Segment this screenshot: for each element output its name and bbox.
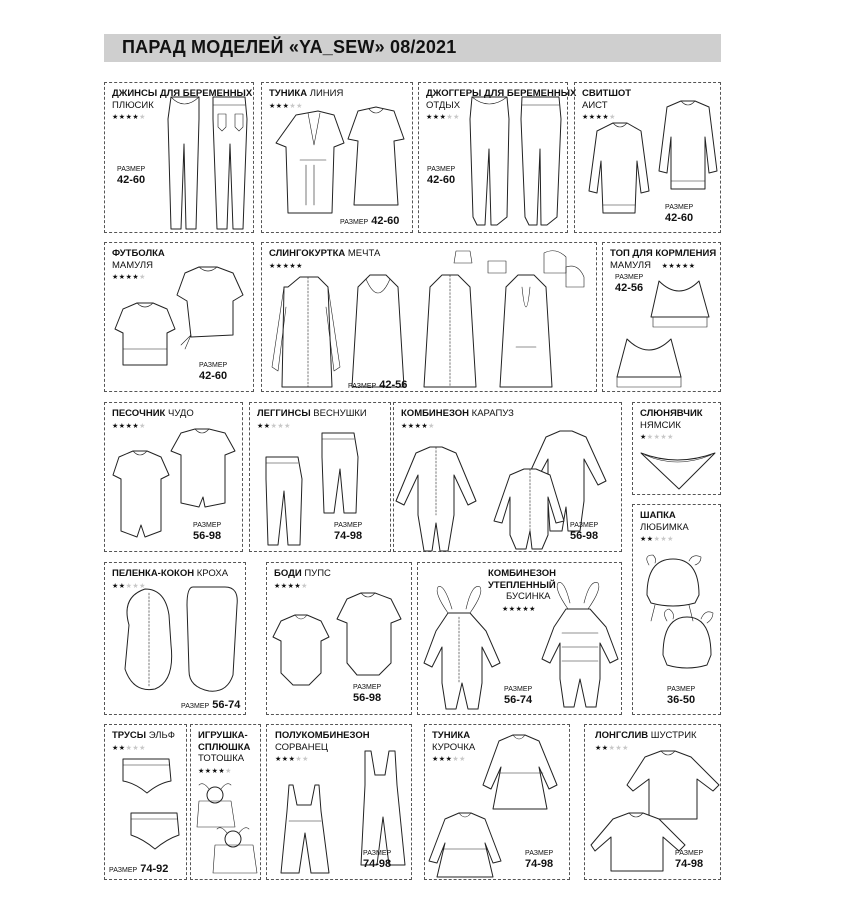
toy-drawing [195, 781, 259, 877]
size-label: РАЗМЕР [353, 684, 382, 691]
card-label [112, 730, 175, 754]
card-model-name: КУРОЧКА [432, 741, 476, 753]
size-label: РАЗМЕР [117, 166, 146, 173]
card-category: ТОП ДЛЯ КОРМЛЕНИЯ [610, 248, 717, 259]
card-tunic-kurochka[interactable] [424, 724, 570, 880]
card-model-name: ПЛЮСИК [112, 99, 154, 111]
card-model-name: КРОХА [196, 568, 229, 579]
size-range: 74-98 [363, 858, 392, 870]
size-block [665, 203, 693, 225]
card-romper[interactable] [104, 402, 243, 552]
rating-stars: ★★★★★ [198, 767, 232, 775]
card-model-name: СОРВАНЕЦ [275, 741, 328, 753]
card-model-name: ЛЮБИМКА [640, 521, 689, 533]
size-label: РАЗМЕР [504, 686, 533, 693]
size-label: РАЗМЕР [340, 219, 369, 226]
rating-stars: ★★★★★ [112, 114, 146, 121]
rating-stars: ★★★★★ [401, 422, 435, 430]
card-category: КОМБИНЕЗОН [401, 408, 470, 419]
rating-stars: ★★★★★ [275, 756, 309, 763]
card-category: ПОЛУКОМБИНЕЗОН [275, 730, 370, 741]
bib-drawing [639, 449, 717, 491]
rating-stars: ★★★★★ [269, 102, 303, 110]
card-category: СВИТШОТ [582, 88, 632, 99]
size-block [363, 849, 391, 871]
size-block [181, 699, 240, 712]
card-category: ПЕСОЧНИК [112, 408, 166, 419]
card-label [198, 730, 250, 777]
card-jeans[interactable] [104, 82, 254, 233]
size-range: 56-98 [570, 530, 599, 542]
card-model-name: ЭЛЬФ [148, 730, 175, 741]
size-label: РАЗМЕР [181, 703, 210, 710]
rating-stars: ★★★★★ [426, 114, 460, 121]
size-label: РАЗМЕР [193, 522, 222, 529]
size-label: РАЗМЕР [675, 850, 704, 857]
size-range: 56-98 [193, 530, 222, 542]
card-label [640, 510, 689, 546]
card-nursing-top[interactable] [602, 242, 721, 392]
card-category: КОМБИНЕЗОН [488, 568, 557, 579]
rating-stars: ★★★★★ [112, 744, 146, 752]
tshirt-drawing [109, 265, 251, 365]
card-sweatshirt[interactable] [574, 82, 721, 233]
card-model-name: МАМУЛЯ [112, 259, 153, 271]
size-range: 42-60 [427, 174, 456, 186]
swaddle-drawing [115, 585, 241, 697]
rating-stars: ★★★★★ [432, 756, 466, 763]
card-half-overall[interactable] [266, 724, 412, 880]
rating-stars: ★★★★★ [595, 744, 629, 752]
card-label [640, 408, 703, 444]
size-block [193, 521, 221, 543]
card-category: ЛЕГГИНСЫ [257, 408, 311, 419]
size-label: РАЗМЕР [199, 362, 228, 369]
card-bib[interactable] [632, 402, 721, 495]
card-model-name: МАМУЛЯ [610, 259, 651, 271]
size-range: 36-50 [667, 694, 696, 706]
rating-stars: ★★★★★ [274, 582, 308, 590]
card-category: БОДИ [274, 568, 302, 579]
size-range: 42-60 [371, 215, 400, 227]
size-label: РАЗМЕР [334, 522, 363, 529]
card-category: ДЖОГГЕРЫ ДЛЯ БЕРЕМЕННЫХ [426, 88, 577, 99]
rating-stars: ★★★★★ [640, 434, 674, 441]
size-block [199, 361, 227, 383]
joggers-drawing [467, 89, 565, 231]
card-category: ТУНИКА [432, 730, 471, 741]
card-category: ПЕЛЕНКА-КОКОН [112, 568, 195, 579]
card-model-name: ЧУДО [167, 408, 194, 419]
card-category: ЛОНГСЛИВ [595, 730, 649, 741]
card-model-name: НЯМСИК [640, 419, 681, 431]
size-range: 74-98 [525, 858, 554, 870]
size-range: 74-92 [140, 863, 169, 875]
card-category: ШАПКА [640, 510, 676, 521]
size-block [525, 849, 553, 871]
size-block [340, 215, 399, 228]
rating-stars: ★★★★★ [257, 422, 291, 430]
card-category: СЛЮНЯВЧИК [640, 408, 703, 419]
size-label: РАЗМЕР [109, 867, 138, 874]
card-swaddle[interactable] [104, 562, 246, 715]
size-block [117, 165, 145, 187]
card-category: СЛИНГОКУРТКА [269, 248, 346, 259]
card-model-name: ПУПС [304, 568, 331, 579]
sling-jacket-drawing [266, 247, 594, 389]
hat-drawing [639, 551, 719, 681]
card-model-name: ШУСТРИК [650, 730, 697, 741]
size-label: РАЗМЕР [570, 522, 599, 529]
size-range: 42-60 [665, 212, 694, 224]
page-title: ПАРАД МОДЕЛЕЙ «YA_SEW» 08/2021 [122, 37, 457, 57]
rating-stars: ★★★★★ [269, 262, 303, 270]
card-sling-jacket[interactable] [261, 242, 597, 392]
card-longsleeve[interactable] [584, 724, 721, 880]
card-model-name: АИСТ [582, 99, 608, 111]
size-label: РАЗМЕР [363, 850, 392, 857]
size-block [570, 521, 598, 543]
size-range: 74-98 [675, 858, 704, 870]
size-range: 42-60 [117, 174, 146, 186]
rating-stars: ★★★★★ [582, 114, 616, 121]
card-category-line2: УТЕПЛЕННЫЙ [488, 579, 556, 591]
size-label: РАЗМЕР [348, 383, 377, 390]
rating-stars: ★★★★★ [502, 605, 536, 613]
size-block [353, 683, 381, 705]
card-model-name: МЕЧТА [347, 248, 381, 259]
card-toy[interactable] [190, 724, 261, 880]
card-model-name: КАРАПУЗ [471, 408, 514, 419]
size-label: РАЗМЕР [665, 204, 694, 211]
size-block [504, 685, 532, 707]
card-model-name: ЛИНИЯ [309, 88, 344, 99]
page-title-bar [104, 34, 721, 62]
card-briefs[interactable] [104, 724, 187, 880]
rating-stars: ★★★★★ [112, 274, 146, 281]
bodysuit-drawing [267, 591, 411, 691]
tunic-drawing [276, 105, 406, 215]
size-range: 74-98 [334, 530, 363, 542]
nursing-top-drawing [609, 277, 717, 389]
size-block [348, 379, 407, 392]
card-overall-karapuz[interactable] [393, 402, 622, 552]
rating-stars: ★★★★★ [112, 582, 146, 590]
card-tunic-liniya[interactable] [261, 82, 413, 233]
card-label [401, 408, 514, 432]
card-category: ИГРУШКА- [198, 730, 248, 741]
rating-stars: ★★★★★ [640, 536, 674, 543]
briefs-drawing [113, 753, 183, 853]
size-range: 42-56 [379, 379, 408, 391]
size-range: 42-56 [615, 282, 644, 294]
size-block [675, 849, 703, 871]
card-warm-overall[interactable] [417, 562, 622, 715]
card-category: ТРУСЫ [112, 730, 147, 741]
card-model-name: ТОТОШКА [198, 753, 245, 764]
card-category: ДЖИНСЫ ДЛЯ БЕРЕМЕННЫХ [112, 88, 253, 99]
card-bodysuit[interactable] [266, 562, 412, 715]
card-category: ТУНИКА [269, 88, 308, 99]
card-leggings[interactable] [249, 402, 391, 552]
card-model-name: ОТДЫХ [426, 99, 461, 111]
size-label: РАЗМЕР [615, 274, 644, 281]
card-label [610, 248, 716, 272]
size-block [109, 863, 168, 876]
rating-stars: ★★★★★ [661, 262, 696, 270]
size-range: 42-60 [199, 370, 228, 382]
card-model-name: БУСИНКА [506, 591, 551, 602]
size-range: 56-74 [212, 699, 241, 711]
size-range: 56-74 [504, 694, 533, 706]
card-hat[interactable] [632, 504, 721, 715]
card-joggers[interactable] [418, 82, 577, 233]
size-label: РАЗМЕР [427, 166, 456, 173]
card-category-line2: СПЛЮШКА [198, 741, 251, 753]
jeans-drawing [163, 89, 253, 231]
size-block [427, 165, 455, 187]
size-label: РАЗМЕР [525, 850, 554, 857]
sweatshirt-drawing [583, 101, 719, 213]
size-block [667, 685, 695, 707]
size-block [334, 521, 362, 543]
card-tshirt[interactable] [104, 242, 254, 392]
card-category: ФУТБОЛКА [112, 248, 165, 259]
card-label [274, 568, 331, 592]
size-range: 56-98 [353, 692, 382, 704]
size-label: РАЗМЕР [667, 686, 696, 693]
card-model-name: ВЕСНУШКИ [313, 408, 367, 419]
rating-stars: ★★★★★ [112, 422, 146, 430]
